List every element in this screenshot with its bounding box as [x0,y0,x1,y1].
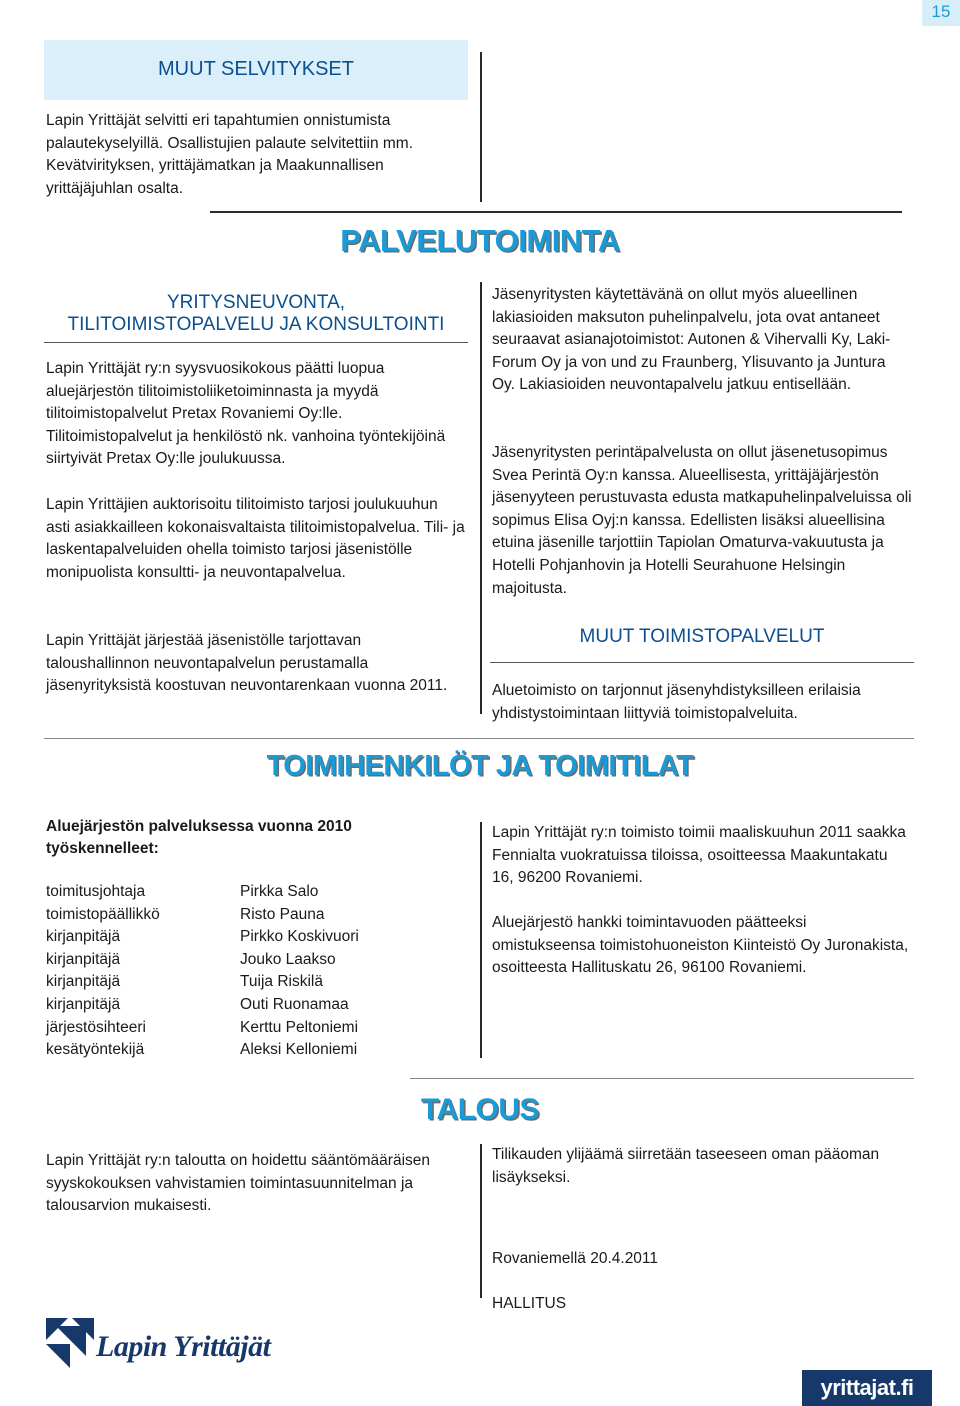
staff-name: Aleksi Kelloniemi [240,1041,358,1059]
staff-row [46,926,466,949]
talous-right-text: Tilikauden ylijäämä siirretään taseeseen oman pääoman lisäykseksi. [492,1146,880,1186]
staff-name: Tuija Riskilä [240,973,323,991]
staff-heading [46,816,466,860]
palvelutoiminta-left-paragraph-3: Lapin Yrittäjät järjestää jäsenistölle tarjottavan taloushallinnon neuvontapalvelun perustamalla jäsenyrityksistä koostuvan neuvontarenkaan vuonna 2011. [46,632,448,695]
muut-selvitykset-title: MUUT SELVITYKSET [158,58,354,80]
column-divider-top [480,52,482,202]
staff-row [46,881,466,904]
section-rule-palvelutoiminta [210,211,902,213]
place-date: Rovaniemellä 20.4.2011 [492,1250,659,1267]
logo-wordmark: Lapin Yrittäjät [96,1330,271,1363]
muut-toimistopalvelut-text: Aluetoimisto on tarjonnut jäsenyhdistyksilleen erilaisia yhdistystoimintaan liittyviä toimistopalveluita. [492,682,861,722]
website-badge[interactable]: yrittajat.fi [802,1370,932,1406]
muut-toimistopalvelut-title: MUUT TOIMISTOPALVELUT [579,626,825,647]
staff-name: Risto Pauna [240,905,325,923]
talous-heading: TALOUS [420,1093,540,1126]
palvelutoiminta-left-paragraph-2: Lapin Yrittäjien auktorisoitu tilitoimisto tarjosi joulukuuhun asti asiakkailleen kokonaisvaltaista tilitoimistopalvelua. Tili- ja laskentapalveluiden ohella toimisto tarjosi jäsenistölle monipuolista konsultti- ja neuvontapalvelua. [46,496,465,581]
staff-name: Jouko Laakso [240,950,336,968]
staff-row [46,949,466,972]
staff-row [46,904,466,927]
column-divider-toimihenkilot [480,822,482,1058]
yritysneuvonta-title-line1: YRITYSNEUVONTA, [166,292,346,313]
staff-row [46,1017,466,1040]
palvelutoiminta-heading: PALVELUTOIMINTA [340,223,620,258]
staff-row [46,1039,466,1062]
lapin-yrittajat-logo-mark [46,1318,96,1368]
staff-title: kesätyöntekijä [46,1041,145,1059]
palvelutoiminta-left-paragraph-1: Lapin Yrittäjät ry:n syysvuosikokous päätti luopua aluejärjestön tilitoimistoliiketoiminnasta ja myydä tilitoimistopalvelut Pretax Rovaniemi Oy:lle. Tilitoimistopalvelut ja henkilöstö nk. vanhoina työntekijöinä siirtyivät Pretax Oy:lle joulukuussa. [46,360,446,468]
muut-selvitykset-title-box [44,40,468,100]
staff-name: Outi Ruonamaa [240,995,349,1013]
palvelutoiminta-right-paragraph-2: Jäsenyritysten perintäpalvelusta on ollut jäsenetusopimus Svea Perintä Oy:n kanssa. Alueellisesta, yrittäjäjärjestön jäsenyyteen perustuvasta edusta matkapuhelinpalveluissa oli sopimus Elisa Oyj:n kanssa. Edellisten lisäksi alueellisina etuina jäsenille tarjottiin Tapiolan Omaturva-vakuutusta ja Hotelli Pohjanhovin ja Hotelli Seurahuone Helsingin majoitusta. [492,444,912,597]
yritysneuvonta-underline [44,342,468,343]
staff-heading-line2: työskennelleet: [46,840,159,857]
staff-title: kirjanpitäjä [46,928,121,946]
page-number: 15 [922,0,960,26]
signature: HALLITUS [492,1295,567,1312]
staff-title: järjestösihteeri [46,1018,146,1036]
staff-name: Pirkko Koskivuori [240,928,359,946]
staff-list [46,881,466,1062]
palvelutoiminta-right-paragraph-1: Jäsenyritysten käytettävänä on ollut myös alueellinen lakiasioiden maksuton puhelinpalvelu, jota ovat antaneet seuraavat asianajotoimistot: Autonen & Vihervalli Ky, Laki-Forum Oy ja von und zu Fraunberg, Ylisuvanto ja Juntura Oy. Lakiasioiden neuvontapalvelu jatkuu entisellään. [492,286,891,394]
yritysneuvonta-title-line2: TILITOIMISTOPALVELU JA KONSULTOINTI [67,314,445,335]
muut-toimistopalvelut-underline [490,662,914,663]
column-divider-middle [480,282,482,714]
staff-title: kirjanpitäjä [46,950,121,968]
section-rule-toimihenkilot [44,738,914,739]
toimitilat-paragraph-2: Aluejärjestö hankki toimintavuoden päätteeksi omistukseensa toimistohuoneiston Kiinteistö Oy Juronakista, osoitteesta Hallituskatu 26, 96100 Rovaniemi. [492,914,909,977]
staff-name: Kerttu Peltoniemi [240,1018,359,1036]
staff-title: toimitusjohtaja [46,883,146,900]
staff-name: Pirkka Salo [240,883,319,900]
staff-title: kirjanpitäjä [46,995,121,1013]
section-rule-talous [410,1078,914,1079]
talous-left-text: Lapin Yrittäjät ry:n taloutta on hoidettu sääntömääräisen syyskokouksen vahvistamien toimintasuunnitelman ja talousarvion mukaisesti. [46,1152,431,1215]
staff-heading-line1: Aluejärjestön palveluksessa vuonna 2010 [46,818,352,835]
column-divider-talous [480,1144,482,1298]
toimitilat-paragraph-1: Lapin Yrittäjät ry:n toimisto toimii maaliskuuhun 2011 saakka Fennialta vuokratuissa tiloissa, osoitteessa Maakuntakatu 16, 96200 Rovaniemi. [492,824,906,887]
staff-title: kirjanpitäjä [46,973,121,991]
toimihenkilot-heading: TOIMIHENKILÖT JA TOIMITILAT [266,750,694,782]
yritysneuvonta-title [44,292,468,336]
staff-row [46,994,466,1017]
muut-selvitykset-text: Lapin Yrittäjät selvitti eri tapahtumien onnistumista palautekyselyillä. Osallistujien palaute selvitettiin mm. Kevätvirityksen, yrittäjämatkan ja Maakunnallisen yrittäjäjuhlan osalta. [46,112,413,197]
logo-icon [46,1318,96,1368]
staff-title: toimistopäällikkö [46,905,160,923]
staff-row [46,971,466,994]
